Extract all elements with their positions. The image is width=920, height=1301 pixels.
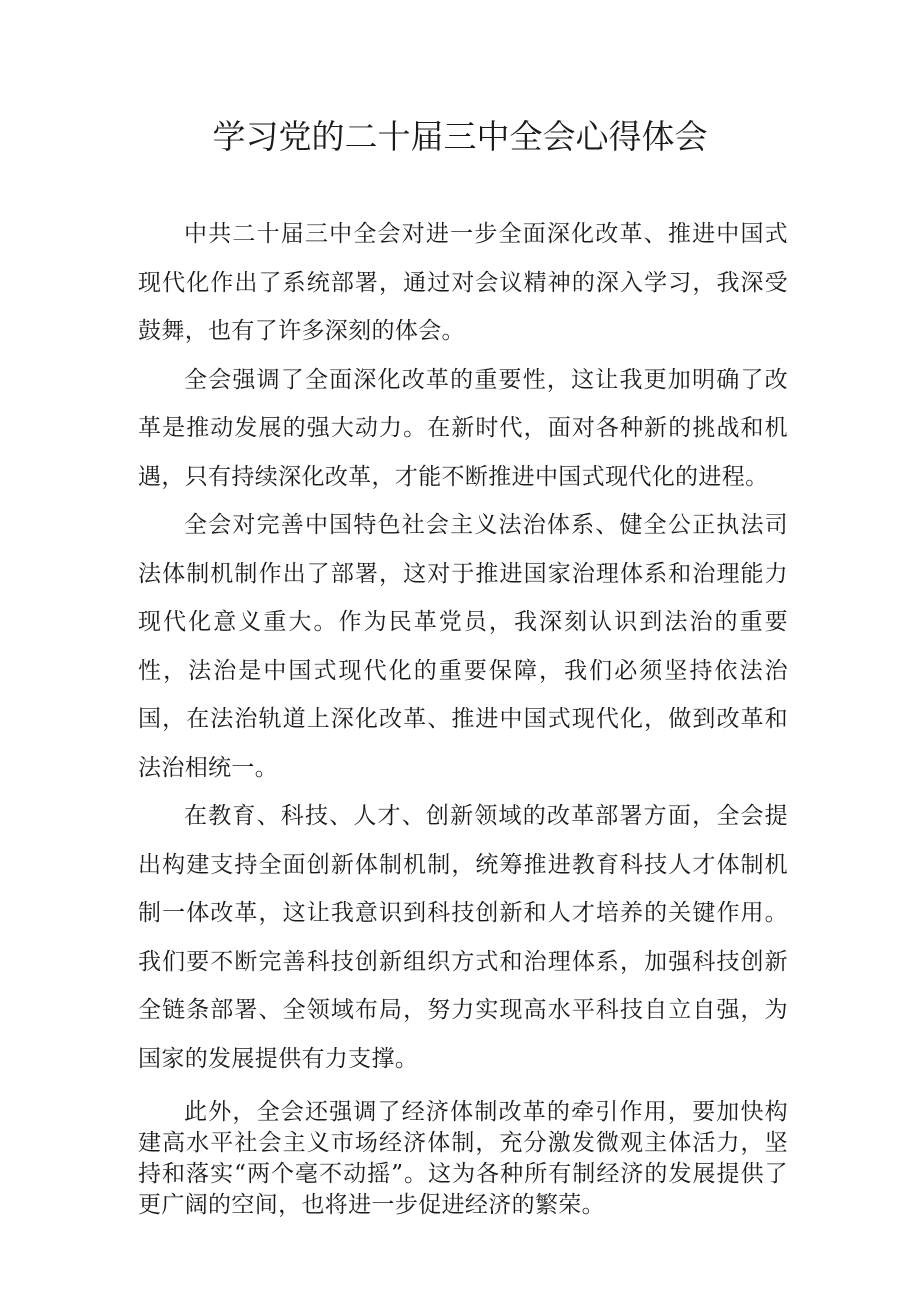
paragraph-rule-of-law: 全会对完善中国特色社会主义法治体系、健全公正执法司法体制机制作出了部署，这对于推进国家治理体系和治理能力现代化意义重大。作为民革党员，我深刻认识到法治的重要性，法治是中国式现代化的重要保障，我们必须坚持依法治国，在法治轨道上深化改革、推进中国式现代化，做到改革和法治相统一。 xyxy=(138,512,788,781)
document-title: 学习党的二十届三中全会心得体会 xyxy=(212,117,708,156)
paragraph-reform: 全会强调了全面深化改革的重要性，这让我更加明确了改革是推动发展的强大动力。在新时代，面对各种新的挑战和机遇，只有持续深化改革，才能不断推进中国式现代化的进程。 xyxy=(138,366,788,490)
paragraph-economy: 此外，全会还强调了经济体制改革的牵引作用，要加快构建高水平社会主义市场经济体制，充分激发微观主体活力，坚持和落实“两个毫不动摇”。这为各种所有制经济的发展提供了更广阔的空间，也将进一步促进经济的繁荣。 xyxy=(138,1099,788,1218)
document-body xyxy=(138,210,788,1221)
paragraph-innovation: 在教育、科技、人才、创新领域的改革部署方面，全会提出构建支持全面创新体制机制，统筹推进教育科技人才体制机制一体改革，这让我意识到科技创新和人才培养的关键作用。我们要不断完善科技创新组织方式和治理体系，加强科技创新全链条部署、全领域布局，努力实现高水平科技自立自强，为国家的发展提供有力支撑。 xyxy=(138,803,788,1072)
paragraph-intro: 中共二十届三中全会对进一步全面深化改革、推进中国式现代化作出了系统部署，通过对会议精神的深入学习，我深受鼓舞，也有了许多深刻的体会。 xyxy=(138,221,788,344)
